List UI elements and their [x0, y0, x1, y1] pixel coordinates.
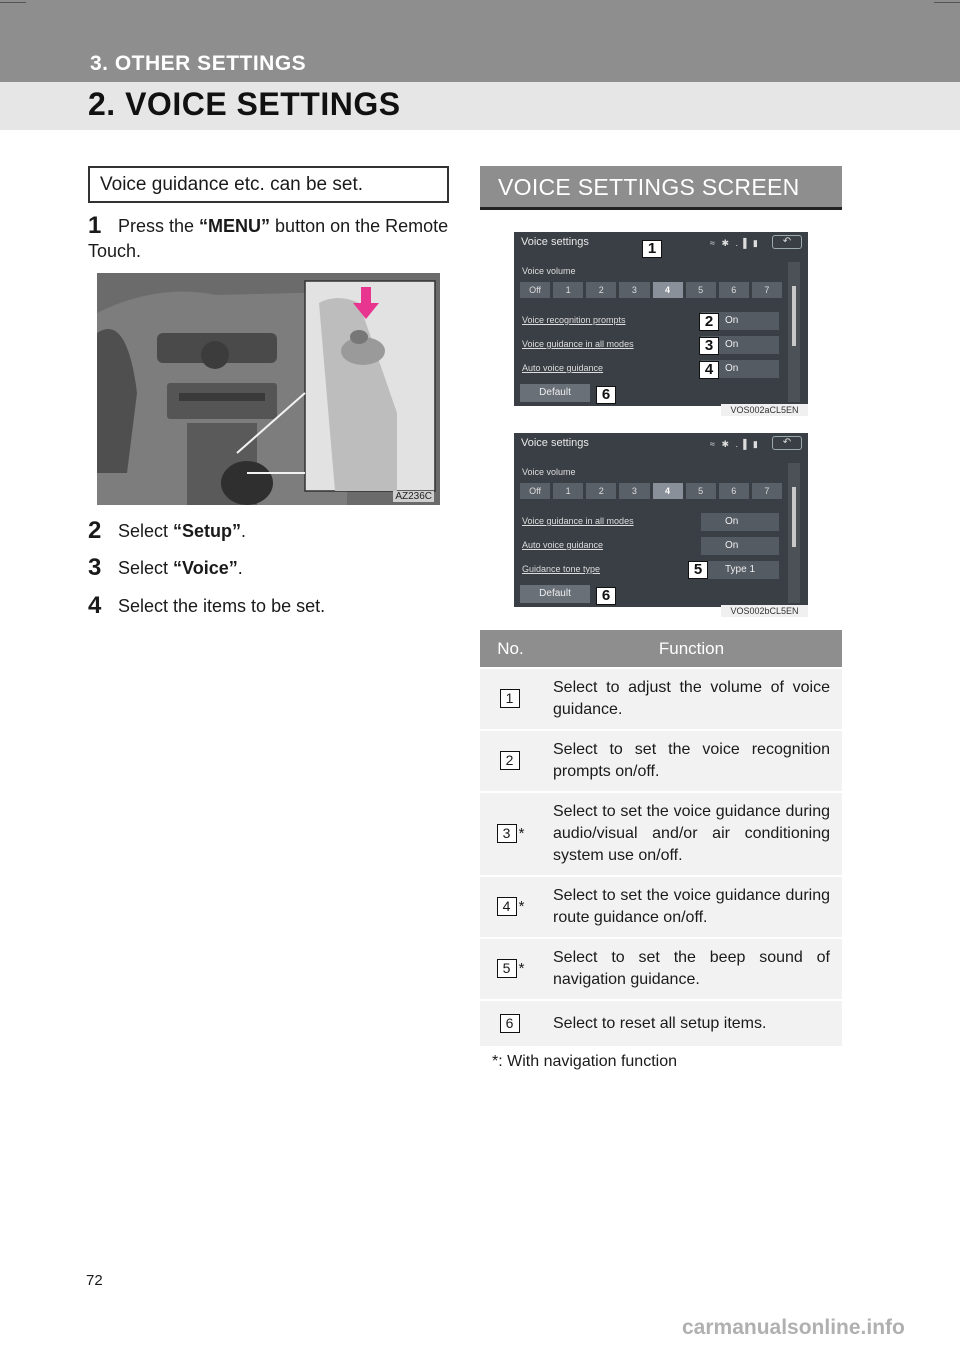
table-row — [480, 730, 842, 792]
table-header — [480, 630, 842, 668]
volume-option[interactable]: 5 — [686, 483, 716, 499]
scrollbar-thumb[interactable] — [792, 487, 796, 547]
callout-5: 5 — [688, 561, 708, 579]
status-icons: ≈ ✱ .▐ ▮ — [710, 238, 760, 248]
volume-option[interactable]: 3 — [619, 483, 649, 499]
auto-voice-guidance-row[interactable] — [521, 360, 781, 378]
row-description: Select to set the voice guidance during route guidance on/off. — [541, 876, 842, 938]
row-label: Guidance tone type — [522, 564, 601, 574]
figure-code: VOS002aCL5EN — [721, 404, 808, 416]
footnote: *: With navigation function — [492, 1053, 677, 1070]
step-text: button on the Remote Touch. — [88, 216, 449, 261]
row-value[interactable]: Type 1 — [701, 561, 779, 579]
row-description: Select to set the voice guidance during audio/visual and/or air conditioning system use on/off. — [541, 792, 842, 876]
callout-6: 6 — [596, 386, 616, 404]
step-number: 4 — [88, 592, 102, 619]
asterisk: * — [518, 960, 525, 977]
step-number: 3 — [88, 554, 102, 581]
column-header-function: Function — [541, 630, 842, 668]
scrollbar[interactable] — [788, 463, 800, 603]
figure-code: AZ236C — [395, 491, 432, 502]
callout-2: 2 — [699, 313, 719, 331]
volume-option[interactable]: 7 — [752, 282, 782, 298]
remote-touch-photo — [97, 273, 440, 505]
voice-guidance-all-modes-row[interactable] — [521, 513, 781, 531]
step-text: . — [241, 521, 247, 541]
asterisk: * — [518, 898, 525, 915]
volume-option[interactable]: 6 — [719, 282, 749, 298]
voice-settings-screen-2 — [514, 433, 808, 607]
callout-6: 6 — [596, 587, 616, 605]
screen-title: Voice settings — [521, 236, 589, 248]
volume-option[interactable]: 6 — [719, 483, 749, 499]
back-button[interactable]: ↶ — [772, 235, 802, 249]
row-number: 3 — [497, 824, 517, 843]
row-label: Auto voice guidance — [522, 363, 604, 373]
row-label: Auto voice guidance — [522, 540, 604, 550]
table-row — [480, 1000, 842, 1046]
row-value[interactable]: On — [701, 312, 779, 330]
row-value[interactable]: On — [701, 513, 779, 531]
row-value[interactable]: On — [701, 537, 779, 555]
volume-option[interactable]: 1 — [553, 483, 583, 499]
screen-title: Voice settings — [521, 437, 589, 449]
crop-mark-right — [934, 0, 960, 3]
crop-mark-left — [0, 0, 26, 3]
row-number-cell — [480, 668, 541, 730]
table-row — [480, 938, 842, 1000]
back-button[interactable]: ↶ — [772, 436, 802, 450]
status-icons: ≈ ✱ .▐ ▮ — [710, 439, 760, 449]
volume-option[interactable]: 2 — [586, 483, 616, 499]
volume-option[interactable]: 3 — [619, 282, 649, 298]
callout-1: 1 — [642, 240, 662, 258]
table-row — [480, 792, 842, 876]
section-header: VOICE SETTINGS SCREEN — [480, 166, 842, 210]
row-value[interactable]: On — [701, 336, 779, 354]
step-4 — [88, 593, 450, 619]
step-text: Select — [118, 521, 174, 541]
volume-option-selected[interactable]: 4 — [653, 282, 683, 298]
step-keyword: “MENU” — [199, 216, 271, 236]
volume-option[interactable]: Off — [520, 282, 550, 298]
figure-code: VOS002bCL5EN — [721, 605, 808, 617]
volume-option[interactable]: 5 — [686, 282, 716, 298]
row-description: Select to adjust the volume of voice guidance. — [541, 668, 842, 730]
step-3 — [88, 555, 450, 581]
table-row — [480, 876, 842, 938]
default-button[interactable]: Default — [520, 384, 590, 402]
row-number-cell — [480, 938, 541, 1000]
step-text: . — [237, 558, 243, 578]
guidance-tone-type-row[interactable] — [521, 561, 781, 579]
callout-4: 4 — [699, 361, 719, 379]
row-number: 4 — [497, 897, 517, 916]
row-label: Voice guidance in all modes — [522, 339, 634, 349]
row-label: Voice guidance in all modes — [522, 516, 634, 526]
volume-option[interactable]: 7 — [752, 483, 782, 499]
voice-volume-selector — [520, 483, 782, 499]
row-description: Select to set the beep sound of navigation guidance. — [541, 938, 842, 1000]
step-1 — [88, 213, 450, 264]
function-table — [480, 630, 842, 1046]
asterisk: * — [518, 825, 525, 842]
car-interior-illustration — [97, 273, 440, 505]
row-label: Voice recognition prompts — [522, 315, 626, 325]
row-number: 2 — [500, 751, 520, 770]
chapter-title: 3. OTHER SETTINGS — [90, 52, 307, 75]
voice-guidance-all-modes-row[interactable] — [521, 336, 781, 354]
watermark[interactable]: carmanualsonline.info — [682, 1316, 905, 1339]
step-keyword: “Setup” — [173, 521, 242, 541]
step-keyword: “Voice” — [173, 558, 238, 578]
scrollbar[interactable] — [788, 262, 800, 402]
step-number: 1 — [88, 212, 102, 239]
voice-volume-label: Voice volume — [522, 467, 576, 477]
auto-voice-guidance-row[interactable] — [521, 537, 781, 555]
row-number: 6 — [500, 1014, 520, 1033]
row-number: 1 — [500, 689, 520, 708]
scrollbar-thumb[interactable] — [792, 286, 796, 346]
row-number-cell — [480, 876, 541, 938]
intro-box: Voice guidance etc. can be set. — [88, 166, 449, 203]
table-row — [480, 668, 842, 730]
default-button[interactable]: Default — [520, 585, 590, 603]
row-description: Select to reset all setup items. — [541, 1000, 842, 1046]
step-text: Select the items to be set. — [118, 596, 326, 616]
volume-option[interactable]: Off — [520, 483, 550, 499]
column-header-no: No. — [480, 630, 541, 668]
callout-3: 3 — [699, 337, 719, 355]
voice-volume-selector — [520, 282, 782, 298]
step-2 — [88, 518, 450, 544]
step-text: Select — [118, 558, 174, 578]
row-number: 5 — [497, 959, 517, 978]
volume-option-selected[interactable]: 4 — [653, 483, 683, 499]
row-value[interactable]: On — [701, 360, 779, 378]
step-text: Press the — [118, 216, 200, 236]
row-number-cell — [480, 1000, 541, 1046]
page-number: 72 — [86, 1272, 103, 1289]
page-title: 2. VOICE SETTINGS — [88, 86, 401, 122]
volume-option[interactable]: 2 — [586, 282, 616, 298]
row-description: Select to set the voice recognition prompts on/off. — [541, 730, 842, 792]
row-number-cell — [480, 730, 541, 792]
voice-settings-screen-1 — [514, 232, 808, 406]
voice-volume-label: Voice volume — [522, 266, 576, 276]
row-number-cell — [480, 792, 541, 876]
volume-option[interactable]: 1 — [553, 282, 583, 298]
voice-recognition-prompts-row[interactable] — [521, 312, 781, 330]
step-number: 2 — [88, 517, 102, 544]
